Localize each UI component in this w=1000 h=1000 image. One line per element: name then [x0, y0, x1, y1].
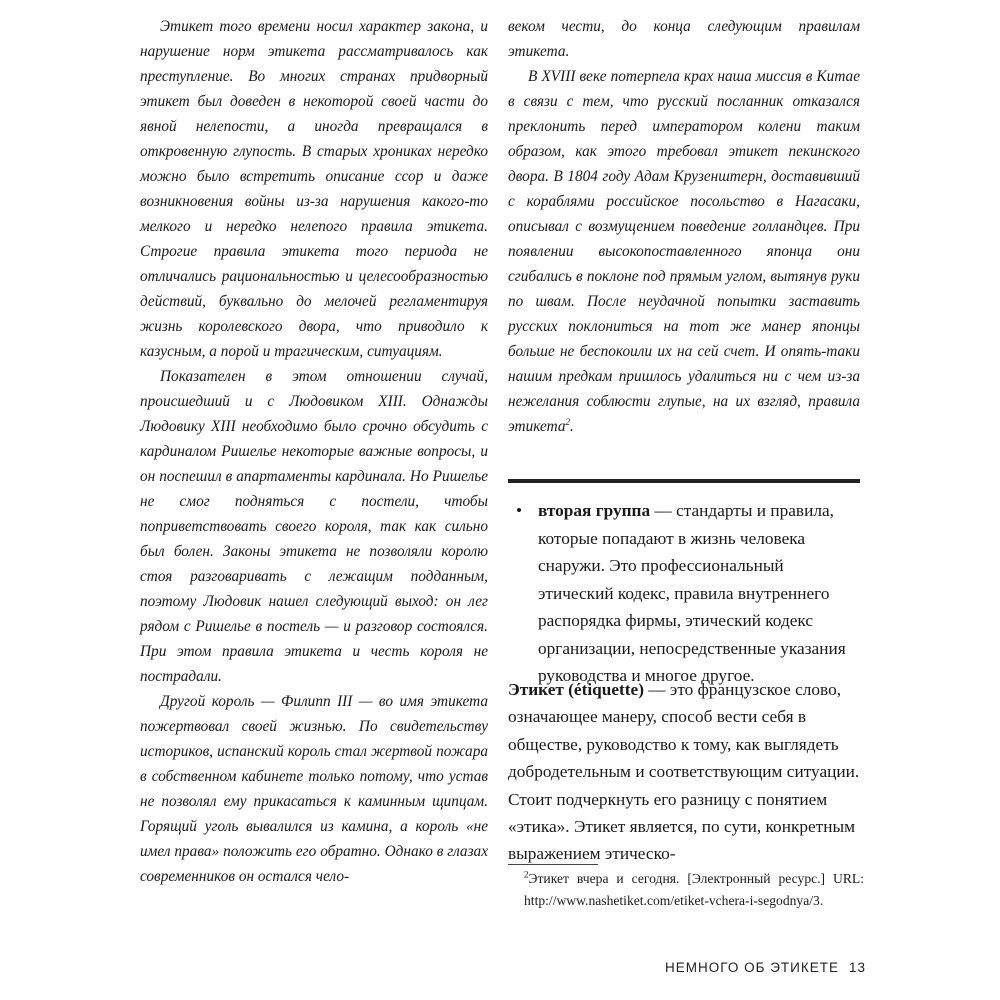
left-column [140, 14, 488, 889]
paragraph: Другой король — Филипп III — во имя этикета пожертвовал своей жизнью. По свидетельству историков, испанский король стал жертвой пожара в собственном кабинете только потому, что устав не позволял ему прикасаться к каминным щипцам. Горящий уголь вывалился из камина, а король «не имел права» положить его обратно. Однако в глазах современников он остался чело- [140, 693, 488, 885]
definition-paragraph [508, 676, 860, 868]
footnote-mark: 2 [524, 869, 529, 880]
section-divider [508, 479, 860, 483]
bullet-marker: • [516, 501, 523, 520]
paragraph: веком чести, до конца следующим правилам этикета. [508, 18, 860, 60]
definition-text: — это французское слово, означающее манеру, способ вести себя в обществе, руководство к тому, как выглядеть добродетельным и соответствующим ситуации. Стоит подчеркнуть его разницу с понятием «этика». Этикет является, по сути, конкретным выражением этическо- [508, 680, 860, 864]
definition-term: Этикет (étiquette) [508, 680, 644, 699]
footnote-reference[interactable]: 2 [565, 416, 570, 427]
footnote [524, 868, 864, 911]
paragraph: В XVIII веке потерпела крах наша миссия в Китае в связи с тем, что русский посланник отказался преклонить перед императором колени таким образом, как этого требовал этикет пекинского двора. В 1804 году Адам Крузенштерн, доставивший с кораблями российское посольство в Нагасаки, описывал с возмущением поведение голландцев. При появлении высокопоставленного японца они сгибались в поклоне под прямым углом, вытянув руки по швам. После неудачной попытки заставить русских поклониться на тот же манер японцы больше не беспокоили их на сей счет. И опять-таки нашим предкам пришлось удалиться ни с чем из-за нежелания соблюсти глупые, на их взгляд, правила этикета$^2$. [508, 68, 860, 435]
page-footer [665, 960, 866, 975]
footnote-text: Этикет вчера и сегодня. [Электронный ресурс.] URL: http://www.nashetiket.com/etiket-vchera-i-segodnya/3. [524, 871, 864, 908]
paragraph: Показателен в этом отношении случай, происшедший и с Людовиком XIII. Однажды Людовику XIII необходимо было срочно обсудить с кардиналом Ришелье некоторые важные вопросы, и он поспешил в апартаменты кардинала. Но Ришелье не смог подняться с постели, чтобы поприветствовать своего короля, так как сильно был болен. Законы этикета не позволяли королю стоя разговаривать с лежащим подданным, поэтому Людовик нашел следующий выход: он лег рядом с Ришелье в постель — и разговор состоялся. При этом правила этикета и честь короля не пострадали. [140, 368, 488, 685]
bullet-term: вторая группа [538, 501, 651, 520]
bullet-text: — стандарты и правила, которые попадают в жизнь человека снаружи. Это профессиональный этический кодекс, правила внутреннего распорядка фирмы, этический кодекс организации, непосредственные указания руководства и многое другое. [538, 501, 846, 685]
paragraph-text: В XVIII веке потерпела крах наша миссия в Китае в связи с тем, что русский посланник отказался преклонить перед императором колени таким образом, как этого требовал этикет пекинского двора. В 1804 году Адам Крузенштерн, доставивший с кораблями российское посольство в Нагасаки, описывал с возмущением поведение голландцев. При появлении высокопоставленного японца они сгибались в поклоне под прямым углом, вытянув руки по швам. После неудачной попытки заставить русских поклониться на тот же манер японцы больше не беспокоили их на сей счет. И опять-таки нашим предкам пришлось удалиться ни с чем из-за нежелания соблюсти глупые, на их взгляд, правила этикета [508, 68, 860, 435]
right-column [508, 14, 860, 439]
page-number: 13 [848, 960, 866, 975]
bullet-list [508, 497, 860, 690]
running-title: НЕМНОГО ОБ ЭТИКЕТЕ [665, 960, 839, 975]
footnote-divider [508, 864, 598, 865]
paragraph: Этикет того времени носил характер закона, и нарушение норм этикета рассматривалось как преступление. Во многих странах придворный этикет был доведен в некоторой своей части до явной нелепости, а иногда превращался в откровенную глупость. В старых хрониках нередко можно было встретить описание ссор и даже возникновения войны из-за нарушения какого-то мелкого и нередко нелепого правила этикета. Строгие правила этикета того периода не отличались рациональностью и целесообразностью действий, буквально до мелочей регламентируя жизнь королевского двора, что приводило к казусным, а порой и трагическим, ситуациям. [140, 18, 488, 360]
list-item [508, 497, 860, 690]
